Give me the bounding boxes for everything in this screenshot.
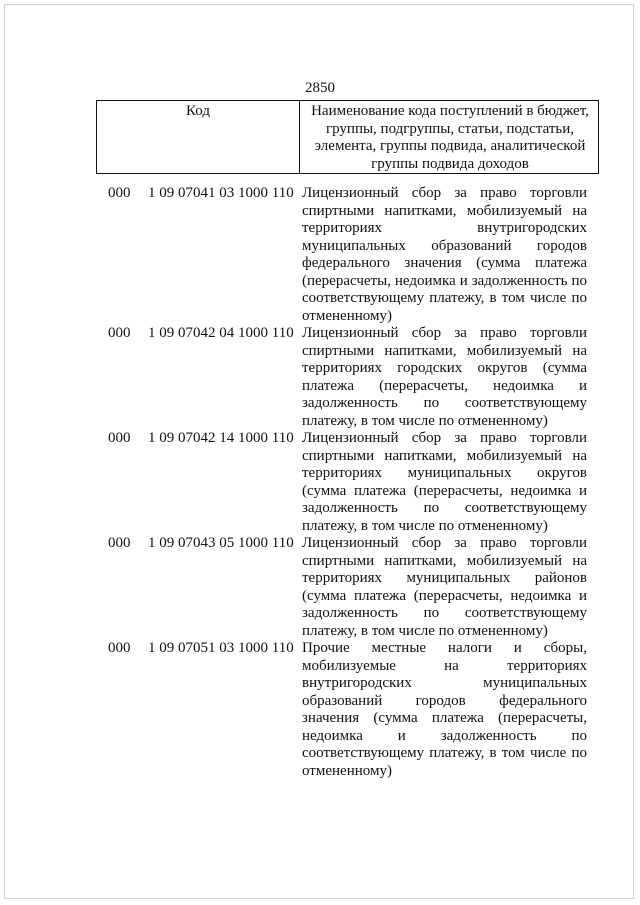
revenue-name: Лицензионный сбор за право торговли спиртными напитками, мобилизуемый на территориях городских округов (сумма платежа (перерасчеты, недоимка и задолженность по соответствующему платежу, в том числе по отмененному) xyxy=(302,325,587,429)
admin-code: 000 xyxy=(108,535,131,551)
revenue-code: 1 09 07042 14 1000 110 xyxy=(148,430,294,446)
page-number: 2850 xyxy=(305,80,335,96)
table-header xyxy=(96,100,599,174)
table-row xyxy=(0,535,640,640)
revenue-name: Лицензионный сбор за право торговли спиртными напитками, мобилизуемый на территориях муниципальных округов (сумма платежа (перерасчеты, недоимка и задолженность по соответствующему платежу, в том числе по отмененному) xyxy=(302,430,587,534)
revenue-name: Лицензионный сбор за право торговли спиртными напитками, мобилизуемый на территориях внутригородских муниципальных образований городов федерального значения (сумма платежа (перерасчеты, недоимка и задолженность по соответствующему платежу, в том числе по отмененному) xyxy=(302,185,587,324)
revenue-code: 1 09 07051 03 1000 110 xyxy=(148,640,294,656)
table-body xyxy=(0,185,640,780)
revenue-code: 1 09 07041 03 1000 110 xyxy=(148,185,294,201)
admin-code: 000 xyxy=(108,185,131,201)
admin-code: 000 xyxy=(108,325,131,341)
table-row xyxy=(0,640,640,780)
table-row xyxy=(0,185,640,325)
code-column-header: Код xyxy=(186,103,210,119)
table-row xyxy=(0,325,640,430)
revenue-code: 1 09 07043 05 1000 110 xyxy=(148,535,294,551)
admin-code: 000 xyxy=(108,640,131,656)
column-divider xyxy=(299,101,300,173)
table-row xyxy=(0,430,640,535)
admin-code: 000 xyxy=(108,430,131,446)
revenue-name: Прочие местные налоги и сборы, мобилизуемые на территориях внутригородских муниципальных образований городов федерального значения (сумма платежа (перерасчеты, недоимка и задолженность по соответствующему платежу, в том числе по отмененному) xyxy=(302,640,587,779)
name-column-header: Наименование кода поступлений в бюджет, группы, подгруппы, статьи, подстатьи, элемента, группы подвида, аналитической группы подвида доходов xyxy=(311,103,589,172)
revenue-code: 1 09 07042 04 1000 110 xyxy=(148,325,294,341)
revenue-name: Лицензионный сбор за право торговли спиртными напитками, мобилизуемый на территориях муниципальных районов (сумма платежа (перерасчеты, недоимка и задолженность по соответствующему платежу, в том числе по отмененному) xyxy=(302,535,587,639)
